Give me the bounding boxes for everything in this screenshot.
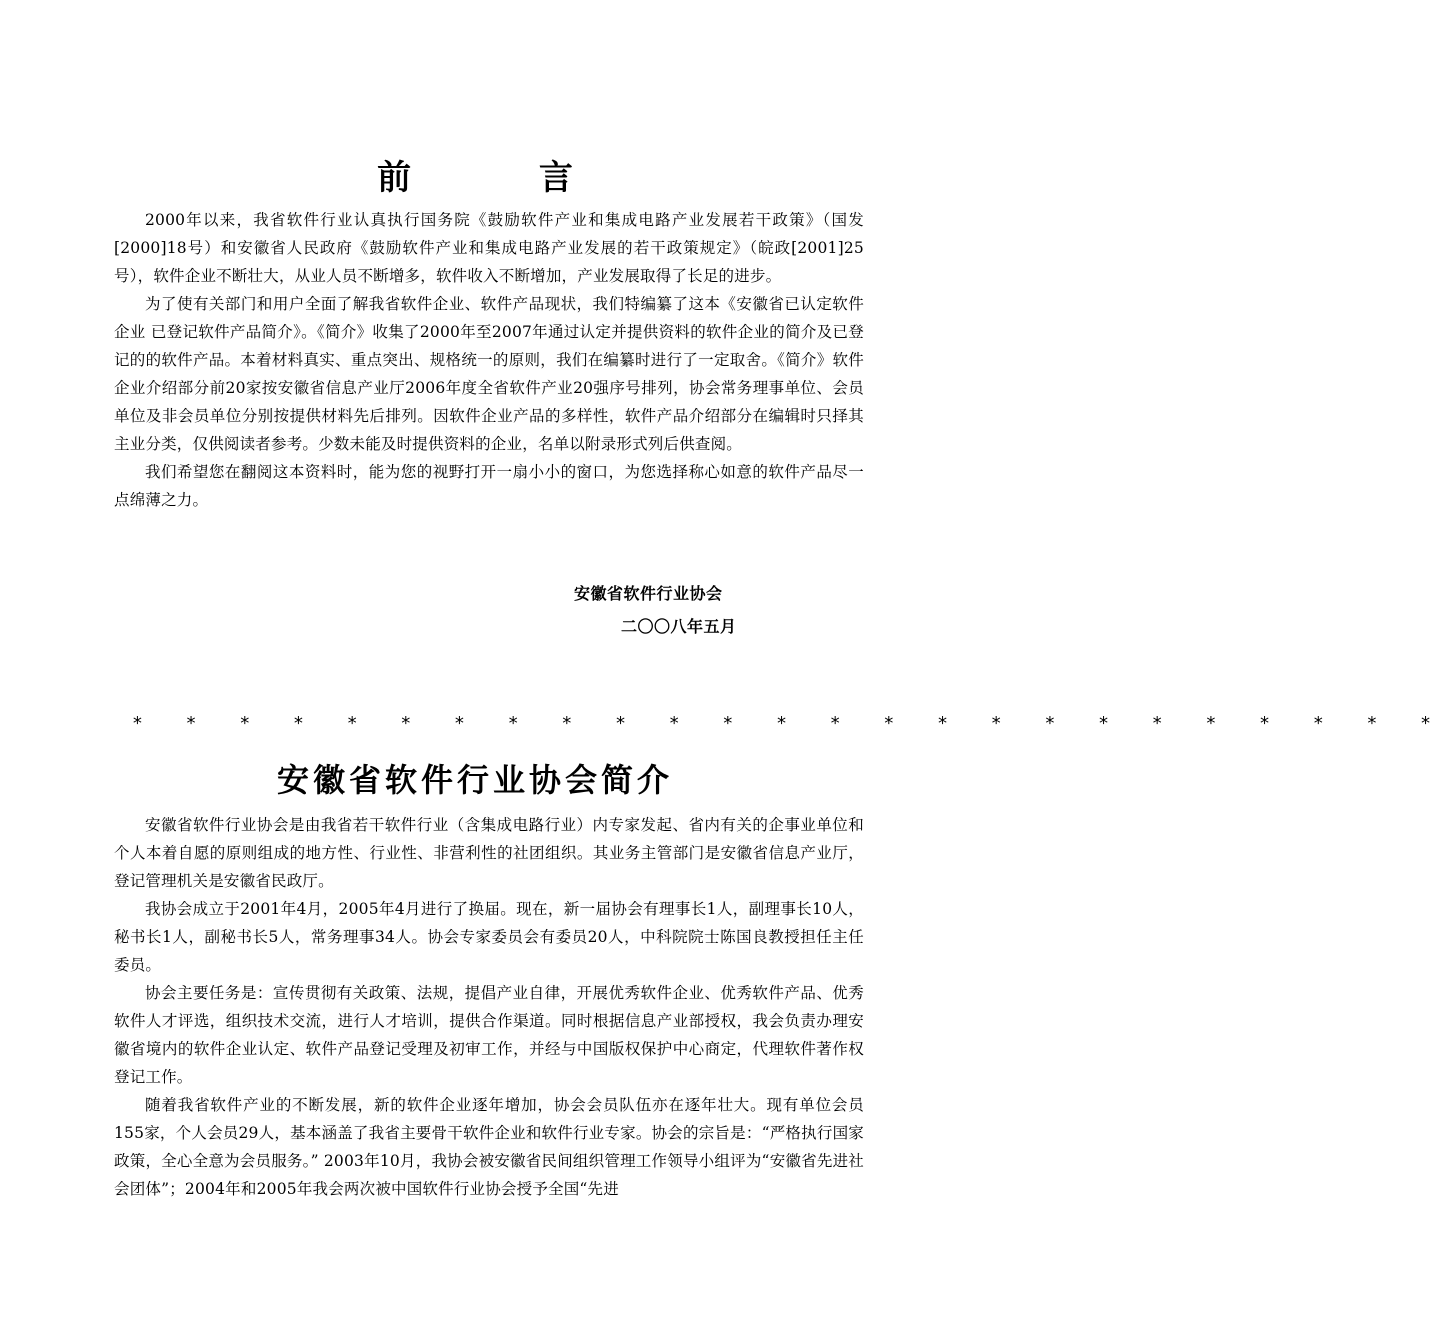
signature-organization: 安徽省软件行业协会 <box>574 584 723 603</box>
signature-date: 二〇〇八年五月 <box>621 617 737 636</box>
preface-paragraph: 我们希望您在翻阅这本资料时，能为您的视野打开一扇小小的窗口，为您选择称心如意的软件产品尽一点绵薄之力。 <box>114 463 864 509</box>
preface-paragraph: 为了使有关部门和用户全面了解我省软件企业、软件产品现状，我们特编纂了这本《安徽省已认定软件企业 已登记软件产品简介》。《简介》收集了2000年至2007年通过认定并提供资料的软件企业的简介及已登记的的软件产品。本着材料真实、重点突出、规格统一的原则，我们在编纂时进行了一定取舍。《简介》软件企业介绍部分前20家按安徽省信息产业厅2006年度全省软件产业20强序号排列，协会常务理事单位、会员单位及非会员单位分别按提供材料先后排列。因软件企业产品的多样性，软件产品介绍部分在编辑时只择其主业分类，仅供阅读者参考。少数未能及时提供资料的企业，名单以附录形式列后供查阅。 <box>114 295 864 453</box>
association-paragraph: 协会主要任务是：宣传贯彻有关政策、法规，提倡产业自律，开展优秀软件企业、优秀软件产品、优秀软件人才评选，组织技术交流，进行人才培训，提供合作渠道。同时根据信息产业部授权，我会负责办理安徽省境内的软件企业认定、软件产品登记受理及初审工作，并经与中国版权保护中心商定，代理软件著作权登记工作。 <box>114 984 864 1086</box>
association-paragraph: 随着我省软件产业的不断发展，新的软件企业逐年增加，协会会员队伍亦在逐年壮大。现有单位会员155家，个人会员29人，基本涵盖了我省主要骨干软件企业和软件行业专家。协会的宗旨是：“严格执行国家政策，全心全意为会员服务。” 2003年10月，我协会被安徽省民间组织管理工作领导小组评为“安徽省先进社会团体”；2004年和2005年我会两次被中国软件行业协会授予全国“先进 <box>114 1096 864 1198</box>
association-body <box>114 811 864 1203</box>
star-divider: * * * * * * * * * * * * * * * * * * * * * * * * * <box>132 713 1447 734</box>
preface-body <box>114 206 864 514</box>
preface-title: 前 言 <box>377 158 631 198</box>
association-paragraph: 安徽省软件行业协会是由我省若干软件行业（含集成电路行业）内专家发起、省内有关的企事业单位和个人本着自愿的原则组成的地方性、行业性、非营利性的社团组织。其业务主管部门是安徽省信息产业厅，登记管理机关是安徽省民政厅。 <box>114 816 864 890</box>
association-title: 安徽省软件行业协会简介 <box>276 761 673 799</box>
association-paragraph: 我协会成立于2001年4月，2005年4月进行了换届。现在，新一届协会有理事长1人，副理事长10人，秘书长1人，副秘书长5人，常务理事34人。协会专家委员会有委员20人，中科院院士陈国良教授担任主任委员。 <box>114 900 864 974</box>
preface-paragraph: 2000年以来，我省软件行业认真执行国务院《鼓励软件产业和集成电路产业发展若干政策》（国发[2000]18号）和安徽省人民政府《鼓励软件产业和集成电路产业发展的若干政策规定》（皖政[2001]25号），软件企业不断壮大，从业人员不断增多，软件收入不断增加，产业发展取得了长足的进步。 <box>114 211 864 285</box>
